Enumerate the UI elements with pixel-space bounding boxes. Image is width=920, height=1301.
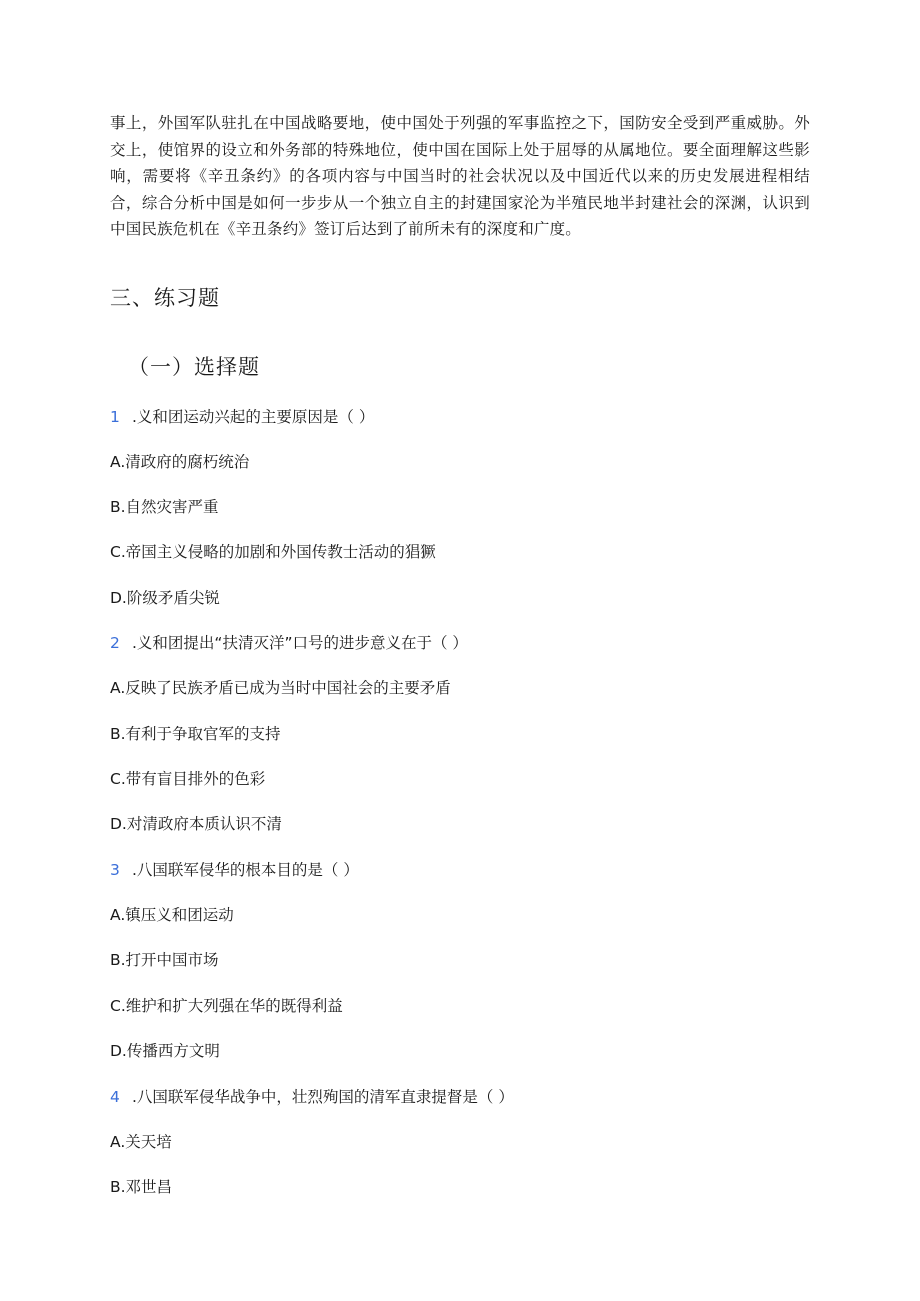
option-3b: B.打开中国市场 [110,951,219,969]
option-3c: C.维护和扩大列强在华的既得利益 [110,997,343,1015]
option-1a: A.清政府的腐朽统治 [110,453,250,471]
question-text: .八国联军侵华战争中，壮烈殉国的清军直隶提督是（ ） [132,1088,514,1106]
question-text: .义和团提出“扶清灭洋”口号的进步意义在于（ ） [132,634,468,652]
question-4 [110,1086,514,1108]
question-2 [110,632,468,654]
option-3a: A.镇压义和团运动 [110,906,234,924]
option-4a: A.关天培 [110,1133,172,1151]
intro-paragraph [110,110,810,243]
question-number: 3 [110,861,120,879]
option-1c: C.帝国主义侵略的加剧和外国传教士活动的猖獗 [110,543,436,561]
option-2c: C.带有盲目排外的色彩 [110,770,266,788]
question-number: 1 [110,408,120,426]
question-number: 4 [110,1088,120,1106]
question-1 [110,406,374,428]
option-4b: B.邓世昌 [110,1178,173,1196]
question-text: .八国联军侵华的根本目的是（ ） [132,861,359,879]
option-2b: B.有利于争取官军的支持 [110,725,281,743]
question-text: .义和团运动兴起的主要原因是（ ） [132,408,375,426]
question-3 [110,859,359,881]
question-number: 2 [110,634,120,652]
option-3d: D.传播西方文明 [110,1042,220,1060]
option-2d: D.对清政府本质认识不清 [110,815,282,833]
intro-text: 事上，外国军队驻扎在中国战略要地，使中国处于列强的军事监控之下，国防安全受到严重威胁。外交上，使馆界的设立和外务部的特殊地位，使中国在国际上处于屈辱的从属地位。要全面理解这些影响，需要将《辛丑条约》的各项内容与中国当时的社会状况以及中国近代以来的历史发展进程相结合，综合分析中国是如何一步步从一个独立自主的封建国家沦为半殖民地半封建社会的深渊，认识到中国民族危机在《辛丑条约》签订后达到了前所未有的深度和广度。 [110,114,810,238]
section-title: 三、练习题 [110,286,220,310]
option-1d: D.阶级矛盾尖锐 [110,589,220,607]
subsection-title: （一）选择题 [128,355,260,379]
option-1b: B.自然灾害严重 [110,498,219,516]
option-2a: A.反映了民族矛盾已成为当时中国社会的主要矛盾 [110,679,451,697]
